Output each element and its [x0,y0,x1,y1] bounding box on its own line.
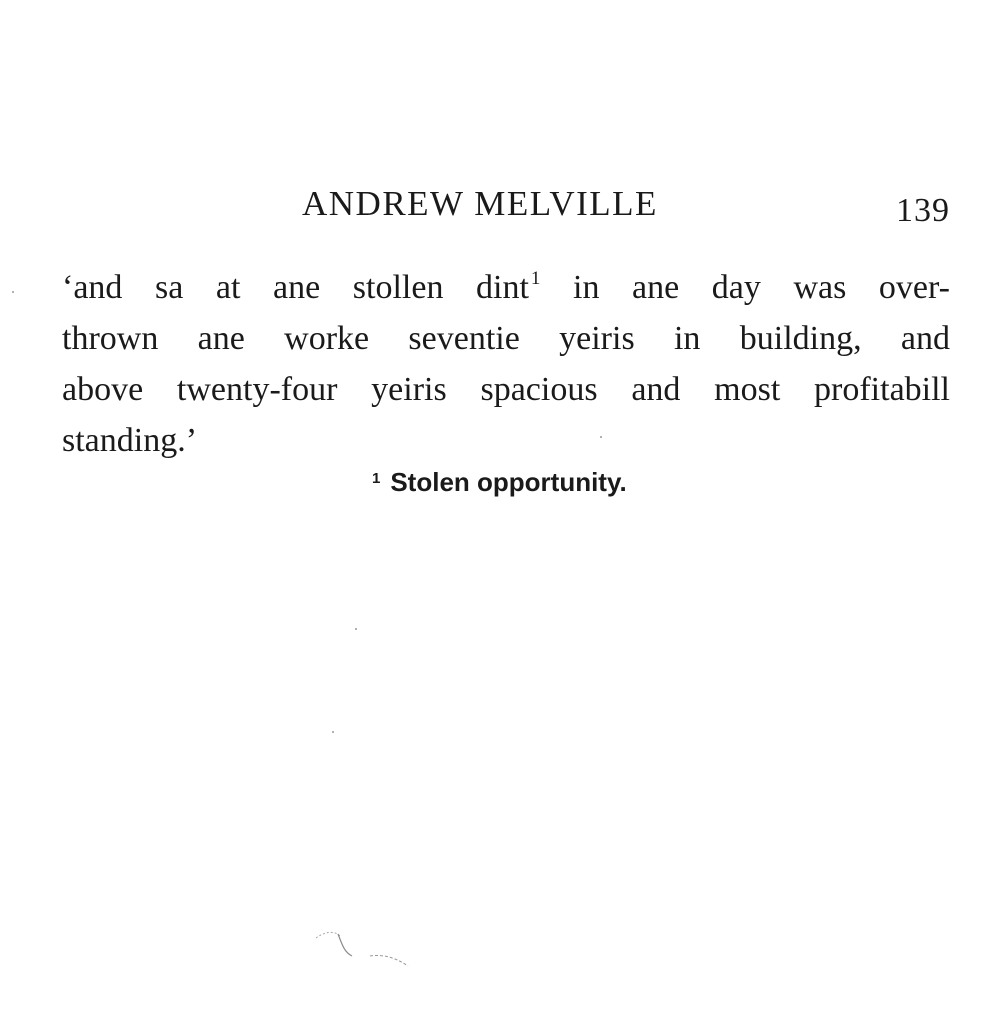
page-number: 139 [896,192,950,229]
footnote-text: Stolen opportunity. [390,467,627,497]
footnote-reference: 1 [530,268,541,289]
body-line-4: standing.’ [62,422,198,459]
body-line-3: above twenty-four yeiris spacious and most profitabill [62,371,950,408]
footnote [372,469,627,495]
ink-smudge [314,924,414,968]
running-head-title: ANDREW MELVILLE [302,184,658,223]
body-paragraph [62,262,950,466]
paper-speck [332,731,334,733]
body-line-1 [62,262,950,313]
paper-speck [12,291,14,293]
body-line-2: thrown ane worke seventie yeiris in building, and [62,320,950,357]
paper-speck [355,628,357,630]
paper-speck [600,436,602,438]
body-line-1-start: ‘and sa at ane stollen dint [62,269,529,306]
body-line-1-end: in ane day was over- [540,269,950,306]
footnote-marker: 1 [372,470,381,487]
